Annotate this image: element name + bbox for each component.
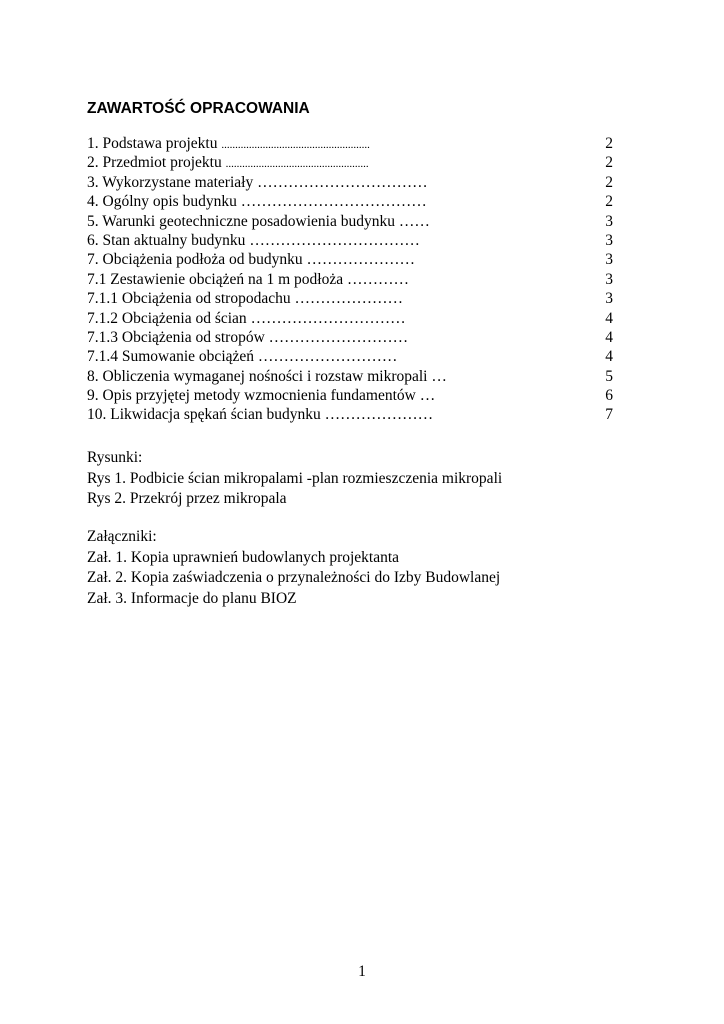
toc-leader-dots: ………………… — [324, 406, 434, 424]
toc-entry-text: 4. Ogólny opis budynku — [87, 193, 241, 211]
attachments-heading: Załączniki: — [87, 528, 157, 545]
toc-entry-text: 7.1.2 Obciążenia od ścian — [87, 309, 251, 327]
toc-leader-dots: … — [431, 367, 447, 385]
toc-entry-page: 4 — [605, 348, 613, 366]
toc-entry-label — [87, 192, 427, 211]
attachment-item: Zał. 3. Informacje do planu BIOZ — [87, 589, 297, 607]
toc-entry-page: 4 — [605, 328, 613, 346]
toc-entry-text: 7.1.3 Obciążenia od stropów — [87, 328, 269, 346]
toc-entry-label — [87, 153, 369, 174]
toc-entry — [87, 367, 613, 386]
toc-entry-label — [87, 289, 403, 308]
toc-entry — [87, 173, 613, 192]
toc-entry-text: 2. Przedmiot projektu — [87, 154, 226, 172]
toc-entry — [87, 231, 613, 250]
toc-entry-page: 3 — [605, 231, 613, 249]
toc-entry-label — [87, 173, 428, 192]
toc-leader-dots: ………… — [346, 270, 409, 288]
toc-entry — [87, 192, 613, 211]
toc-entry-text: 8. Obliczenia wymaganej nośności i rozstaw mikropali — [87, 367, 432, 385]
toc-entry-page: 2 — [605, 154, 613, 172]
toc-leader-dots: ……………………… — [257, 348, 398, 366]
drawing-item: Rys 1. Podbicie ścian mikropalami -plan rozmieszczenia mikropali — [87, 469, 503, 487]
toc-entry-label — [87, 134, 370, 155]
toc-entry — [87, 270, 613, 289]
drawings-heading: Rysunki: — [87, 449, 143, 466]
toc-entry-page: 4 — [605, 309, 613, 327]
toc-entry — [87, 212, 613, 231]
toc-entry-label — [87, 405, 433, 424]
toc-entry-label — [87, 212, 430, 231]
toc-entry — [87, 250, 613, 269]
toc-entry-page: 2 — [605, 193, 613, 211]
toc-entry-page: 2 — [605, 173, 613, 191]
table-of-contents — [87, 134, 613, 425]
toc-entry — [87, 153, 613, 172]
toc-entry — [87, 134, 613, 153]
drawing-item: Rys 2. Przekrój przez mikropala — [87, 490, 287, 507]
toc-entry-label — [87, 250, 415, 269]
toc-leader-dots: … — [419, 387, 436, 405]
toc-entry-page: 2 — [605, 135, 613, 152]
attachments-list — [87, 527, 500, 609]
toc-leader-dots: ………………… — [294, 290, 403, 308]
toc-entry-page: 3 — [605, 251, 613, 269]
toc-leader-dots: ……………………………… — [240, 193, 427, 211]
toc-entry-page: 3 — [605, 290, 613, 308]
toc-entry-text: 7. Obciążenia podłoża od budynku — [87, 251, 307, 269]
toc-entry-page: 5 — [605, 367, 613, 385]
document-title: ZAWARTOŚĆ OPRACOWANIA — [87, 100, 310, 117]
toc-entry-page: 6 — [605, 387, 613, 405]
toc-leader-dots: ………………… — [306, 251, 416, 269]
toc-entry-text: 3. Wykorzystane materiały — [87, 173, 258, 191]
toc-leader-dots: …… — [398, 212, 430, 230]
toc-leader-dots: …………………………… — [257, 173, 428, 191]
toc-entry — [87, 347, 613, 366]
toc-entry — [87, 309, 613, 328]
page-number: 1 — [358, 963, 366, 980]
toc-entry-text: 5. Warunki geotechniczne posadowienia budynku — [87, 212, 399, 230]
toc-entry-page: 7 — [605, 406, 613, 424]
toc-entry-text: 9. Opis przyjętej metody wzmocnienia fundamentów — [87, 387, 420, 405]
toc-leader-dots: ……………………… — [268, 328, 409, 346]
toc-entry-page: 3 — [605, 270, 613, 288]
toc-leader-dots: ………………………… — [250, 309, 406, 327]
attachment-item: Zał. 2. Kopia zaświadczenia o przynależności do Izby Budowlanej — [87, 569, 501, 586]
toc-entry-page: 3 — [605, 212, 613, 230]
toc-entry-label — [87, 309, 406, 328]
toc-entry-text: 7.1.1 Obciążenia od stropodachu — [87, 290, 295, 308]
toc-leader-dots: …………………………… — [249, 231, 420, 249]
toc-entry-text: 10. Likwidacja spękań ścian budynku — [87, 406, 325, 424]
toc-leader-dots: .................................................... — [225, 158, 369, 171]
toc-entry-label — [87, 270, 409, 289]
toc-entry — [87, 405, 613, 424]
attachment-item: Zał. 1. Kopia uprawnień budowlanych projektanta — [87, 548, 400, 566]
toc-entry-label — [87, 386, 435, 405]
toc-entry — [87, 328, 613, 347]
toc-entry-label — [87, 231, 420, 250]
toc-entry-label — [87, 347, 397, 366]
toc-entry-text: 1. Podstawa projektu — [87, 135, 222, 152]
toc-entry — [87, 289, 613, 308]
toc-entry-text: 7.1.4 Sumowanie obciążeń — [87, 348, 258, 366]
toc-entry-label — [87, 328, 408, 347]
toc-entry — [87, 386, 613, 405]
toc-entry-text: 6. Stan aktualny budynku — [87, 231, 250, 249]
toc-leader-dots: ...................................................... — [221, 139, 370, 151]
toc-entry-text: 7.1 Zestawienie obciążeń na 1 m podłoża — [87, 270, 347, 288]
drawings-list — [87, 448, 502, 510]
toc-entry-label — [87, 367, 447, 386]
